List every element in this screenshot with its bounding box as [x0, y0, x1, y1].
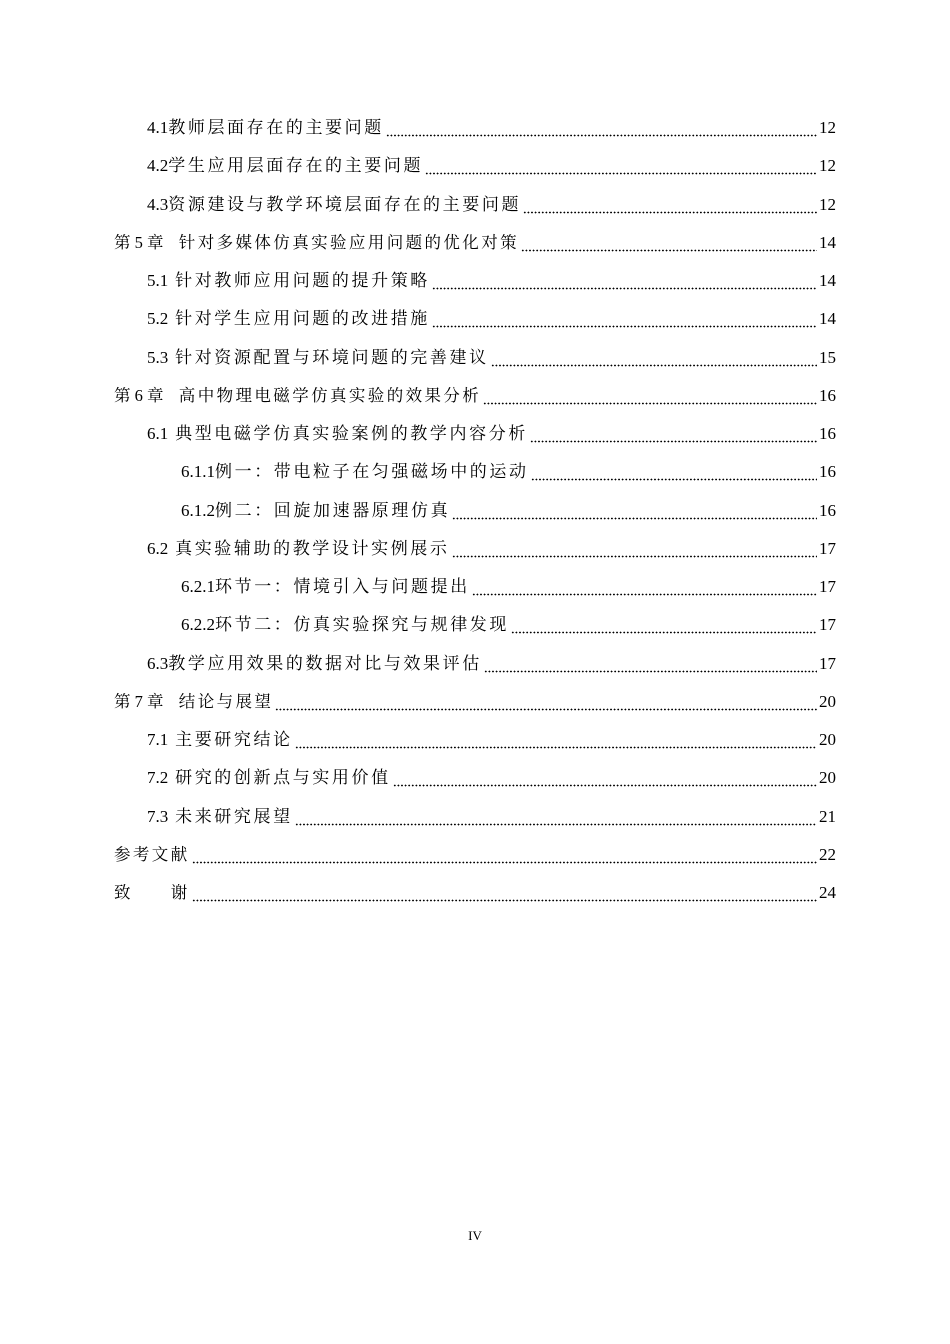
toc-entry-number: 5.3	[147, 347, 169, 367]
toc-entry-title	[114, 842, 190, 868]
toc-entry-text: 环节二：仿真实验探究与规律发现	[215, 615, 509, 635]
toc-entry-text: 参考文献	[114, 844, 190, 864]
toc-entry-number: 6.2.2	[181, 615, 215, 635]
toc-dot-leader	[452, 498, 817, 524]
toc-dot-leader	[452, 536, 817, 562]
toc-entry-number: 6.2	[147, 538, 169, 558]
toc-entry-text: 资源建设与教学环境层面存在的主要问题	[168, 194, 522, 214]
toc-entry-page: 12	[819, 194, 836, 214]
toc-entry[interactable]	[147, 115, 836, 141]
toc-entry-title	[181, 459, 529, 485]
toc-entry-number: 6.1	[147, 424, 169, 443]
toc-entry[interactable]	[114, 383, 836, 409]
toc-entry-title	[147, 727, 293, 753]
toc-entry-text: 例二：回旋加速器原理仿真	[215, 500, 451, 520]
toc-entry[interactable]	[181, 498, 836, 524]
toc-dot-leader	[531, 459, 817, 485]
toc-entry-page: 17	[819, 615, 836, 635]
toc-entry-page: 17	[819, 538, 836, 558]
toc-entry-number: 第 6 章	[114, 385, 164, 405]
toc-dot-leader	[530, 421, 817, 447]
toc-entry-page: 12	[819, 118, 836, 137]
toc-entry-page: 15	[819, 347, 836, 367]
toc-entry-title	[147, 536, 450, 562]
toc-entry-number: 4.2	[147, 156, 169, 176]
toc-entry[interactable]	[147, 651, 836, 677]
toc-entry[interactable]	[147, 192, 836, 218]
toc-entry-page: 16	[819, 462, 836, 482]
toc-entry-number: 5.2	[147, 309, 169, 329]
toc-entry-page: 16	[819, 424, 836, 443]
toc-entry-number: 7.1	[147, 730, 169, 749]
toc-entry-text: 学生应用层面存在的主要问题	[168, 156, 424, 176]
toc-dot-leader	[386, 115, 817, 141]
toc-entry-number: 4.1	[147, 118, 169, 137]
toc-entry-title	[147, 115, 384, 141]
toc-dot-leader	[491, 345, 817, 371]
toc-entry-page: 14	[819, 271, 836, 290]
toc-entry-text: 结论与展望	[178, 691, 274, 711]
toc-entry[interactable]	[114, 689, 836, 715]
toc-entry-number: 7.2	[147, 768, 169, 788]
toc-entry-title	[147, 421, 528, 447]
toc-dot-leader	[192, 880, 817, 906]
toc-entry-title	[147, 765, 391, 791]
toc-entry[interactable]	[147, 421, 836, 447]
toc-entry-text: 针对教师应用问题的提升策略	[175, 271, 430, 290]
toc-entry-title	[114, 230, 519, 256]
toc-entry-text: 真实验辅助的教学设计实例展示	[175, 538, 450, 558]
toc-entry[interactable]	[181, 612, 836, 638]
toc-entry-title	[147, 153, 423, 179]
toc-dot-leader	[472, 574, 817, 600]
toc-entry-page: 20	[819, 691, 836, 711]
toc-entry[interactable]	[181, 459, 836, 485]
toc-entry-title	[147, 804, 293, 830]
toc-entry-title	[147, 345, 489, 371]
toc-entry-text: 典型电磁学仿真实验案例的教学内容分析	[175, 424, 528, 443]
toc-entry[interactable]	[114, 880, 836, 906]
toc-entry-page: 24	[819, 883, 836, 902]
toc-entry[interactable]	[114, 230, 836, 256]
toc-dot-leader	[432, 268, 817, 294]
toc-entry-page: 14	[819, 232, 836, 252]
toc-entry-number: 4.3	[147, 194, 169, 214]
toc-entry[interactable]	[147, 306, 836, 332]
toc-entry-title	[181, 498, 450, 524]
toc-dot-leader	[511, 612, 817, 638]
toc-entry-title	[147, 268, 430, 294]
toc-entry-text: 针对多媒体仿真实验应用问题的优化对策	[178, 232, 519, 252]
toc-entry-number: 第 5 章	[114, 232, 164, 252]
toc-entry-text: 例一：带电粒子在匀强磁场中的运动	[215, 462, 529, 482]
toc-entry-title	[181, 574, 470, 600]
toc-entry-text: 环节一：情境引入与问题提出	[215, 577, 470, 596]
page-number: IV	[468, 1228, 482, 1243]
toc-entry-number: 6.2.1	[181, 577, 215, 596]
toc-entry[interactable]	[147, 804, 836, 830]
toc-entry-number: 7.3	[147, 806, 169, 826]
toc-entry-title	[147, 306, 430, 332]
toc-entry[interactable]	[147, 345, 836, 371]
toc-entry-text: 致 谢	[114, 883, 190, 902]
toc-entry-page: 20	[819, 768, 836, 788]
toc-entry-page: 14	[819, 309, 836, 329]
toc-entry-number: 第 7 章	[114, 691, 164, 711]
toc-entry-page: 21	[819, 806, 836, 826]
toc-entry-text: 教师层面存在的主要问题	[168, 118, 384, 137]
toc-entry-title	[147, 651, 482, 677]
toc-entry-page: 17	[819, 577, 836, 596]
toc-entry-text: 教学应用效果的数据对比与效果评估	[168, 653, 482, 673]
toc-entry-title	[114, 880, 190, 906]
toc-entry-title	[114, 689, 273, 715]
toc-entry-page: 17	[819, 653, 836, 673]
toc-entry-text: 针对资源配置与环境问题的完善建议	[175, 347, 489, 367]
toc-entry[interactable]	[147, 268, 836, 294]
toc-entry[interactable]	[147, 153, 836, 179]
toc-entry-number: 6.1.2	[181, 500, 215, 520]
toc-dot-leader	[432, 306, 817, 332]
toc-dot-leader	[484, 651, 817, 677]
toc-dot-leader	[295, 804, 817, 830]
toc-entry-text: 未来研究展望	[175, 806, 293, 826]
toc-entry-number: 6.1.1	[181, 462, 215, 482]
toc-entry-number: 6.3	[147, 653, 169, 673]
toc-dot-leader	[275, 689, 817, 715]
toc-entry-page: 16	[819, 500, 836, 520]
toc-entry-title	[147, 192, 521, 218]
toc-dot-leader	[192, 842, 817, 868]
toc-entry[interactable]	[147, 536, 836, 562]
toc-entry-text: 针对学生应用问题的改进措施	[175, 309, 430, 329]
toc-entry[interactable]	[147, 727, 836, 753]
toc-dot-leader	[521, 230, 817, 256]
toc-entry-text: 高中物理电磁学仿真实验的效果分析	[178, 385, 482, 405]
toc-entry-number: 5.1	[147, 271, 169, 290]
toc-entry-text: 研究的创新点与实用价值	[175, 768, 391, 788]
toc-entry-page: 20	[819, 730, 836, 749]
toc-dot-leader	[523, 192, 817, 218]
toc-entry-page: 12	[819, 156, 836, 176]
toc-entry-title	[114, 383, 481, 409]
toc-entry-page: 22	[819, 844, 836, 864]
toc-dot-leader	[295, 727, 817, 753]
toc-entry[interactable]	[114, 842, 836, 868]
toc-dot-leader	[483, 383, 817, 409]
toc-entry-text: 主要研究结论	[175, 730, 293, 749]
toc-dot-leader	[425, 153, 817, 179]
toc-entry[interactable]	[147, 765, 836, 791]
toc-entry[interactable]	[181, 574, 836, 600]
toc-entry-title	[181, 612, 509, 638]
toc-dot-leader	[393, 765, 817, 791]
toc-entry-page: 16	[819, 385, 836, 405]
